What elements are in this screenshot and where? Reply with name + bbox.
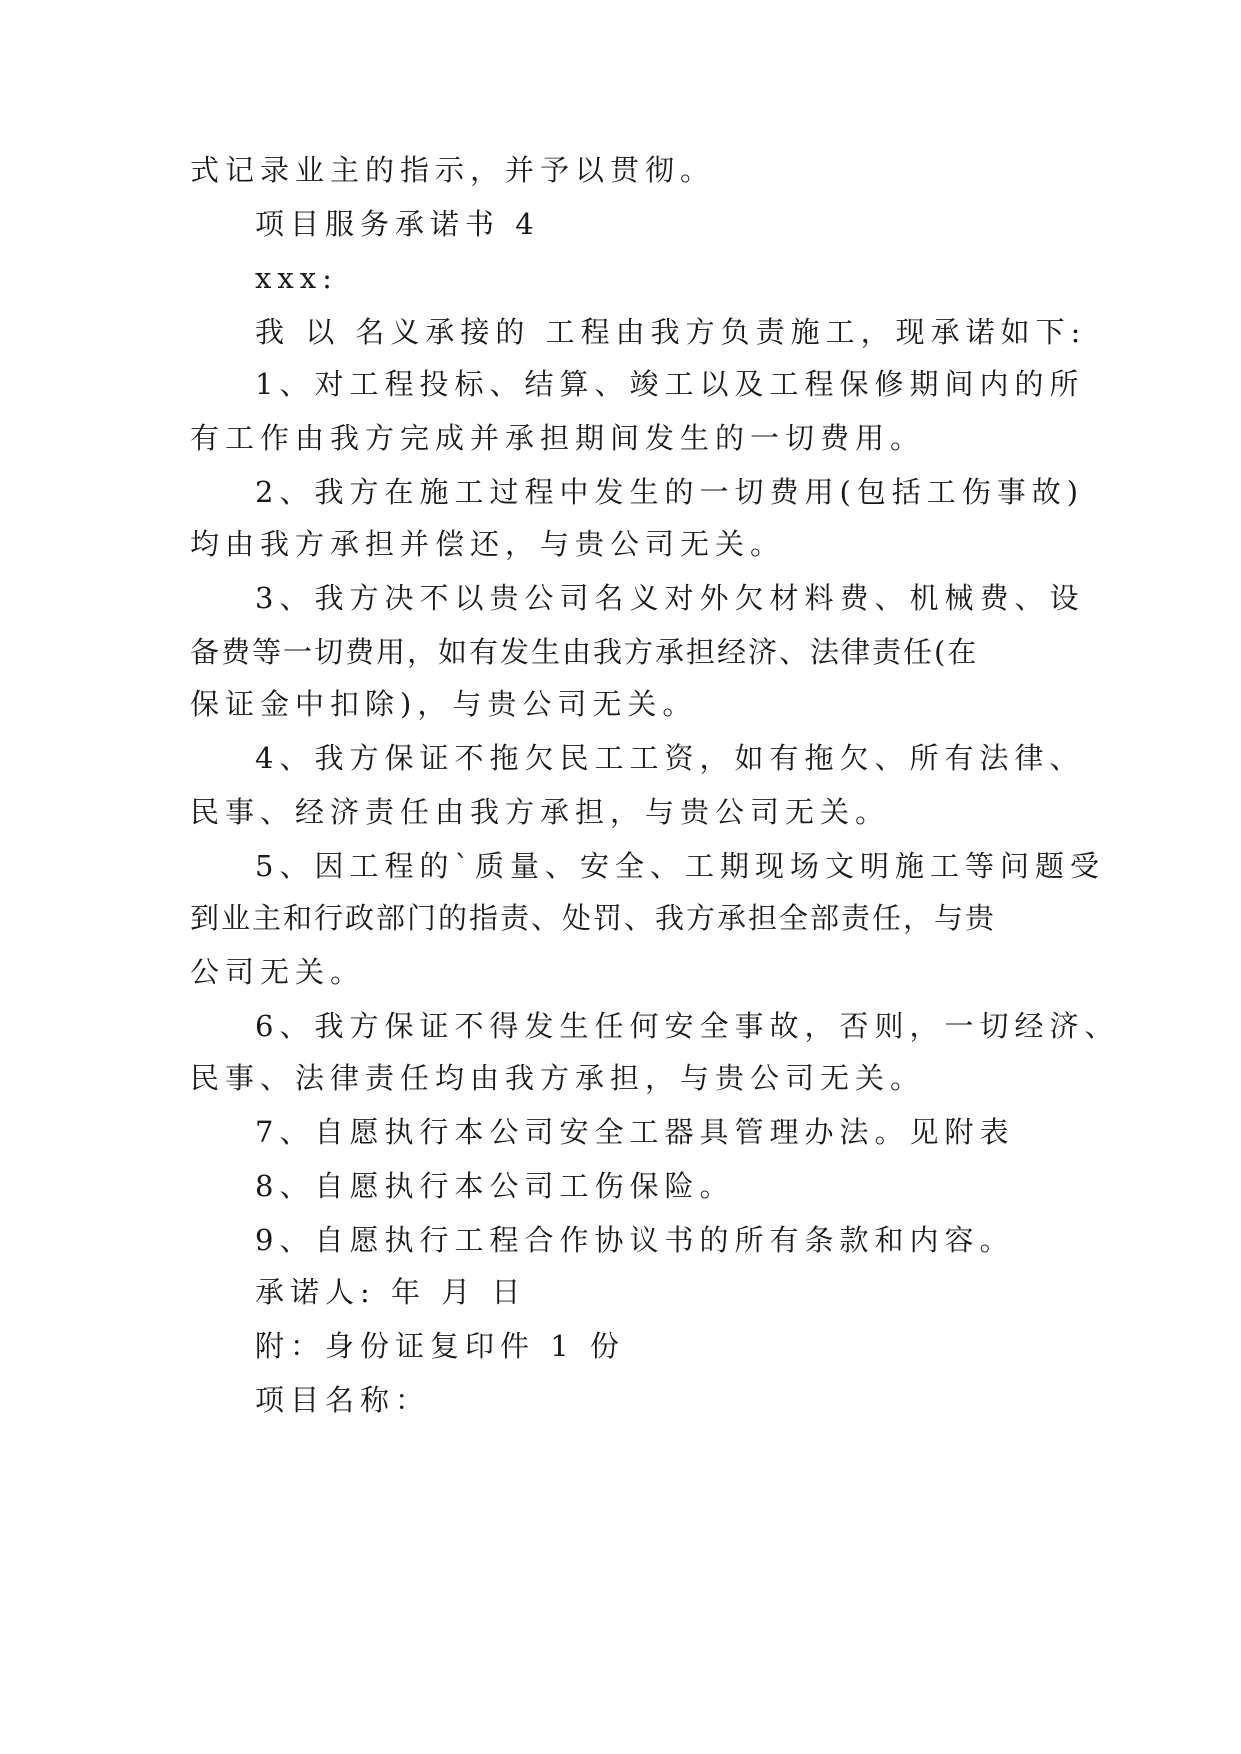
project-name-line: 项目名称： xyxy=(255,1383,431,1417)
intro-line: 我 以 名义承接的 工程由我方负责施工，现承诺如下: xyxy=(255,315,1087,349)
item-7-line: 7、自愿执行本公司安全工器具管理办法。见附表 xyxy=(255,1115,1015,1149)
signature-date-line: 承诺人: 年 月 日 xyxy=(255,1275,527,1309)
text-line-1: 式记录业主的指示，并予以贯彻。 xyxy=(190,153,716,187)
item-5-line-3: 公司无关。 xyxy=(190,955,366,989)
item-3-line-1: 3、我方决不以贵公司名义对外欠材料费、机械费、设 xyxy=(255,581,1085,615)
item-9-line: 9、自愿执行工程合作协议书的所有条款和内容。 xyxy=(255,1223,1015,1257)
item-5-line-1: 5、因工程的`质量、安全、工期现场文明施工等问题受 xyxy=(255,849,1105,883)
attachment-line: 附：身份证复印件 1 份 xyxy=(255,1329,625,1363)
item-6-line-2: 民事、法律责任均由我方承担，与贵公司无关。 xyxy=(190,1061,926,1095)
item-1-line-1: 1、对工程投标、结算、竣工以及工程保修期间内的所 xyxy=(255,367,1085,401)
item-3-line-2: 备费等一切费用，如有发生由我方承担经济、法律责任(在 xyxy=(190,635,979,669)
item-5-line-2: 到业主和行政部门的指责、处罚、我方承担全部责任，与贵 xyxy=(190,901,997,935)
section-title: 项目服务承诺书 4 xyxy=(255,207,540,241)
item-1-line-2: 有工作由我方完成并承担期间发生的一切费用。 xyxy=(190,421,926,455)
item-3-line-3: 保证金中扣除)，与贵公司无关。 xyxy=(190,687,698,721)
item-6-line-1: 6、我方保证不得发生任何安全事故，否则，一切经济、 xyxy=(255,1009,1120,1043)
addressee-line: xxx: xyxy=(255,261,338,295)
item-2-line-1: 2、我方在施工过程中发生的一切费用(包括工伤事故) xyxy=(255,475,1085,509)
item-8-line: 8、自愿执行本公司工伤保险。 xyxy=(255,1169,735,1203)
item-4-line-2: 民事、经济责任由我方承担，与贵公司无关。 xyxy=(190,795,891,829)
item-2-line-2: 均由我方承担并偿还，与贵公司无关。 xyxy=(190,527,786,561)
item-4-line-1: 4、我方保证不拖欠民工工资，如有拖欠、所有法律、 xyxy=(255,741,1085,775)
